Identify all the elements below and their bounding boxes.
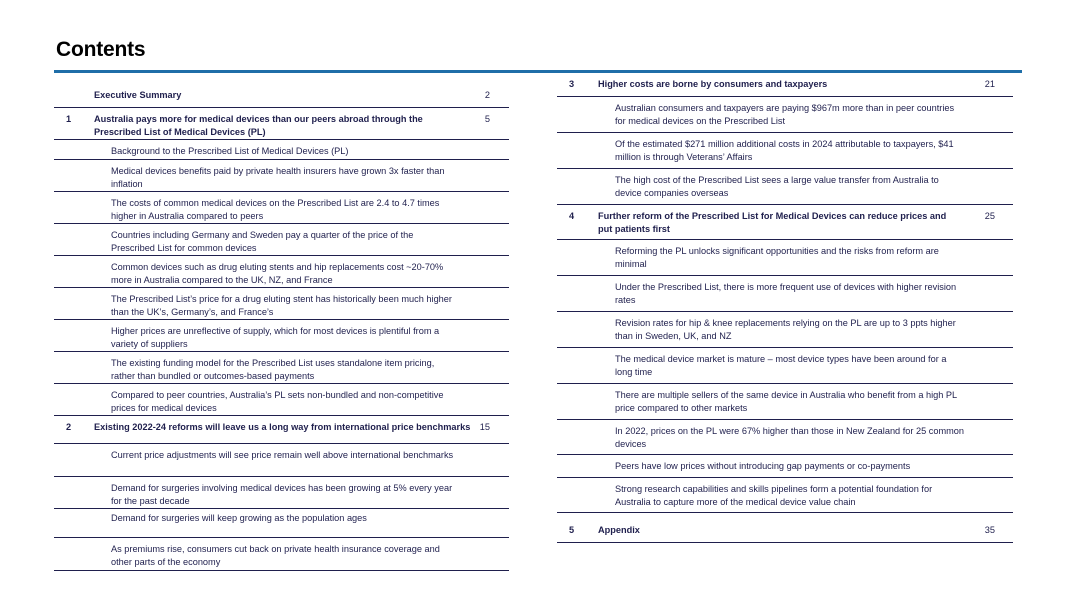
toc-section-row[interactable] (54, 75, 509, 108)
contents-left-column (54, 75, 509, 571)
contents-right-column (557, 75, 1013, 543)
subsection-title: The high cost of the Prescribed List sees a large value transfer from Australia to device companies overseas (615, 175, 939, 198)
toc-subsection-row[interactable] (54, 509, 509, 538)
subsection-title: Common devices such as drug eluting stents and hip replacements cost ~20-70% more in Australia compared to the UK, NZ, and France (111, 262, 444, 285)
section-page-number: 35 (984, 525, 995, 535)
section-page-number: 15 (479, 422, 490, 432)
subsection-title: The costs of common medical devices on the Prescribed List are 2.4 to 4.7 times higher in Australia compared to peers (111, 198, 440, 221)
section-page-number: 25 (984, 211, 995, 221)
subsection-title: Australian consumers and taxpayers are paying $967m more than in peer countries for medical devices on the Prescribed List (615, 103, 955, 126)
section-number: 3 (569, 79, 575, 89)
subsection-title: Background to the Prescribed List of Medical Devices (PL) (111, 146, 349, 156)
subsection-title: Higher prices are unreflective of supply, which for most devices is plentiful from a variety of suppliers (111, 326, 440, 349)
title-divider (54, 70, 1022, 73)
toc-subsection-row[interactable] (54, 192, 509, 224)
subsection-title: Under the Prescribed List, there is more frequent use of devices with higher revision rates (615, 282, 957, 305)
subsection-title: Countries including Germany and Sweden pay a quarter of the price of the Prescribed List for common devices (111, 230, 414, 253)
toc-subsection-row[interactable] (54, 538, 509, 571)
toc-subsection-row[interactable] (557, 384, 1013, 420)
section-page-number: 2 (484, 90, 490, 100)
toc-section-row[interactable] (557, 519, 1013, 543)
toc-subsection-row[interactable] (557, 276, 1013, 312)
section-title: Further reform of the Prescribed List for Medical Devices can reduce prices and put patients first (598, 211, 947, 234)
toc-section-row[interactable] (54, 108, 509, 140)
subsection-title: As premiums rise, consumers cut back on private health insurance coverage and other parts of the economy (111, 544, 440, 567)
toc-section-row[interactable] (557, 205, 1013, 240)
toc-section-row[interactable] (54, 416, 509, 444)
subsection-title: The medical device market is mature – most device types have been around for a long time (615, 354, 947, 377)
toc-subsection-row[interactable] (54, 160, 509, 192)
section-number: 2 (66, 422, 72, 432)
subsection-title: Peers have low prices without introducing gap payments or co-payments (615, 461, 911, 471)
toc-subsection-row[interactable] (557, 169, 1013, 205)
toc-section-row[interactable] (557, 75, 1013, 97)
toc-subsection-row[interactable] (557, 240, 1013, 276)
toc-subsection-row[interactable] (54, 320, 509, 352)
section-number: 5 (569, 525, 575, 535)
toc-subsection-row[interactable] (557, 348, 1013, 384)
subsection-title: The existing funding model for the Prescribed List uses standalone item pricing, rather than bundled or outcomes-based payments (111, 358, 435, 381)
toc-subsection-row[interactable] (54, 352, 509, 384)
section-title: Executive Summary (94, 90, 182, 100)
section-title: Appendix (598, 525, 640, 535)
toc-subsection-row[interactable] (54, 444, 509, 477)
page-title: Contents (56, 38, 146, 61)
section-title: Existing 2022-24 reforms will leave us a long way from international price benchmarks (94, 422, 471, 432)
section-page-number: 21 (984, 79, 995, 89)
toc-subsection-row[interactable] (54, 477, 509, 509)
subsection-title: Strong research capabilities and skills pipelines form a potential foundation for Australia to capture more of the medical device value chain (615, 484, 933, 507)
section-number: 1 (66, 114, 72, 124)
subsection-title: Medical devices benefits paid by private health insurers have grown 3x faster than inflation (111, 166, 445, 189)
section-number: 4 (569, 211, 575, 221)
subsection-title: Current price adjustments will see price remain well above international benchmarks (111, 450, 454, 460)
toc-subsection-row[interactable] (54, 256, 509, 288)
section-page-number: 5 (484, 114, 490, 124)
toc-subsection-row[interactable] (557, 97, 1013, 133)
toc-subsection-row[interactable] (557, 455, 1013, 478)
subsection-title: Demand for surgeries will keep growing as the population ages (111, 513, 367, 523)
toc-subsection-row[interactable] (54, 224, 509, 256)
subsection-title: There are multiple sellers of the same device in Australia who benefit from a high PL price compared to other markets (615, 390, 957, 413)
section-title: Higher costs are borne by consumers and taxpayers (598, 79, 828, 89)
subsection-title: Revision rates for hip & knee replacements relying on the PL are up to 3 ppts higher than in Sweden, UK, and NZ (615, 318, 956, 341)
subsection-title: In 2022, prices on the PL were 67% higher than those in New Zealand for 25 common devices (615, 426, 964, 449)
toc-subsection-row[interactable] (54, 384, 509, 416)
subsection-title: Compared to peer countries, Australia’s PL sets non-bundled and non-competitive prices for medical devices (111, 390, 444, 413)
toc-subsection-row[interactable] (54, 140, 509, 160)
toc-subsection-row[interactable] (557, 133, 1013, 169)
subsection-title: Of the estimated $271 million additional costs in 2024 attributable to taxpayers, $41 million is through Veterans’ Affairs (615, 139, 954, 162)
subsection-title: Demand for surgeries involving medical devices has been growing at 5% every year for the past decade (111, 483, 453, 506)
toc-subsection-row[interactable] (557, 478, 1013, 513)
subsection-title: The Prescribed List’s price for a drug eluting stent has historically been much higher than the UK’s, Germany’s, and France’s (111, 294, 452, 317)
toc-subsection-row[interactable] (54, 288, 509, 320)
section-title: Australia pays more for medical devices than our peers abroad through the Prescribed List of Medical Devices (PL) (94, 114, 423, 137)
subsection-title: Reforming the PL unlocks significant opportunities and the risks from reform are minimal (615, 246, 939, 269)
toc-subsection-row[interactable] (557, 420, 1013, 455)
toc-subsection-row[interactable] (557, 312, 1013, 348)
